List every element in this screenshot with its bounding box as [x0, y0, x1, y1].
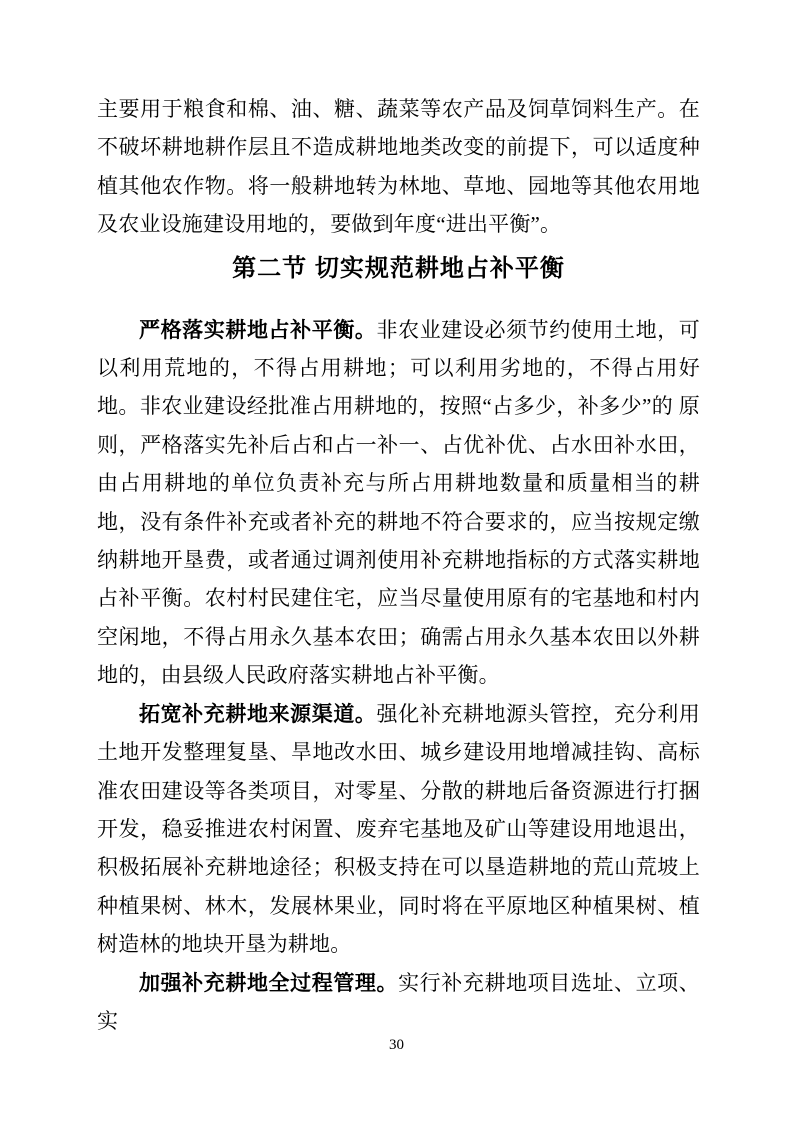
- page-footer: [0, 1036, 793, 1054]
- section-heading: 第二节 切实规范耕地占补平衡: [232, 254, 565, 282]
- paragraph: [97, 695, 700, 964]
- paragraph: [97, 964, 700, 1041]
- page-number: 30: [389, 1037, 404, 1053]
- paragraph-lead: 拓宽补充耕地来源渠道。: [139, 701, 377, 726]
- paragraph-text: 强化补充耕地源头管控，充分利用土地开发整理复垦、旱地改水田、城乡建设用地增减挂钩、高标准农田建设等各类项目，对零星、分散的耕地后备资源进行打捆开发，稳妥推进农村闲置、废弃宅基地及矿山等建设用地退出，积极拓展补充耕地途径；积极支持在可以垦造耕地的荒山荒坡上种植果树、林木，发展林果业，同时将在平原地区种植果树、植树造林的地块开垦为耕地。: [97, 701, 701, 957]
- paragraph-text: 实行补充耕地项目选址、立项、实: [97, 970, 700, 1033]
- paragraph-lead: 加强补充耕地全过程管理。: [139, 970, 399, 995]
- paragraph: [97, 311, 700, 695]
- paragraph-text: 非农业建设必须节约使用土地，可以利用荒地的，不得占用耕地；可以利用劣地的，不得占用好地。非农业建设经批准占用耕地的，按照“占多少，补多少”的 原则，严格落实先补后占和占一补一、占优补优、占水田补水田，由占用耕地的单位负责补充与所占用耕地数量和质量相当的耕地，没有条件补充或者补充的耕地不符合要求的，应当按规定缴纳耕地开垦费，或者通过调剂使用补充耕地指标的方式落实耕地占补平衡。农村村民建住宅，应当尽量使用原有的宅基地和村内空闲地，不得占用永久基本农田；确需占用永久基本农田以外耕地的，由县级人民政府落实耕地占补平衡。: [97, 317, 701, 688]
- paragraph: [97, 90, 700, 244]
- paragraph-text: 主要用于粮食和棉、油、糖、蔬菜等农产品及饲草饲料生产。在不破坏耕地耕作层且不造成耕地地类改变的前提下，可以适度种植其他农作物。将一般耕地转为林地、草地、园地等其他农用地及农业设施建设用地的，要做到年度“进出平衡”。: [97, 97, 700, 237]
- document-body: [97, 90, 700, 1040]
- paragraph-lead: 严格落实耕地占补平衡。: [139, 317, 377, 342]
